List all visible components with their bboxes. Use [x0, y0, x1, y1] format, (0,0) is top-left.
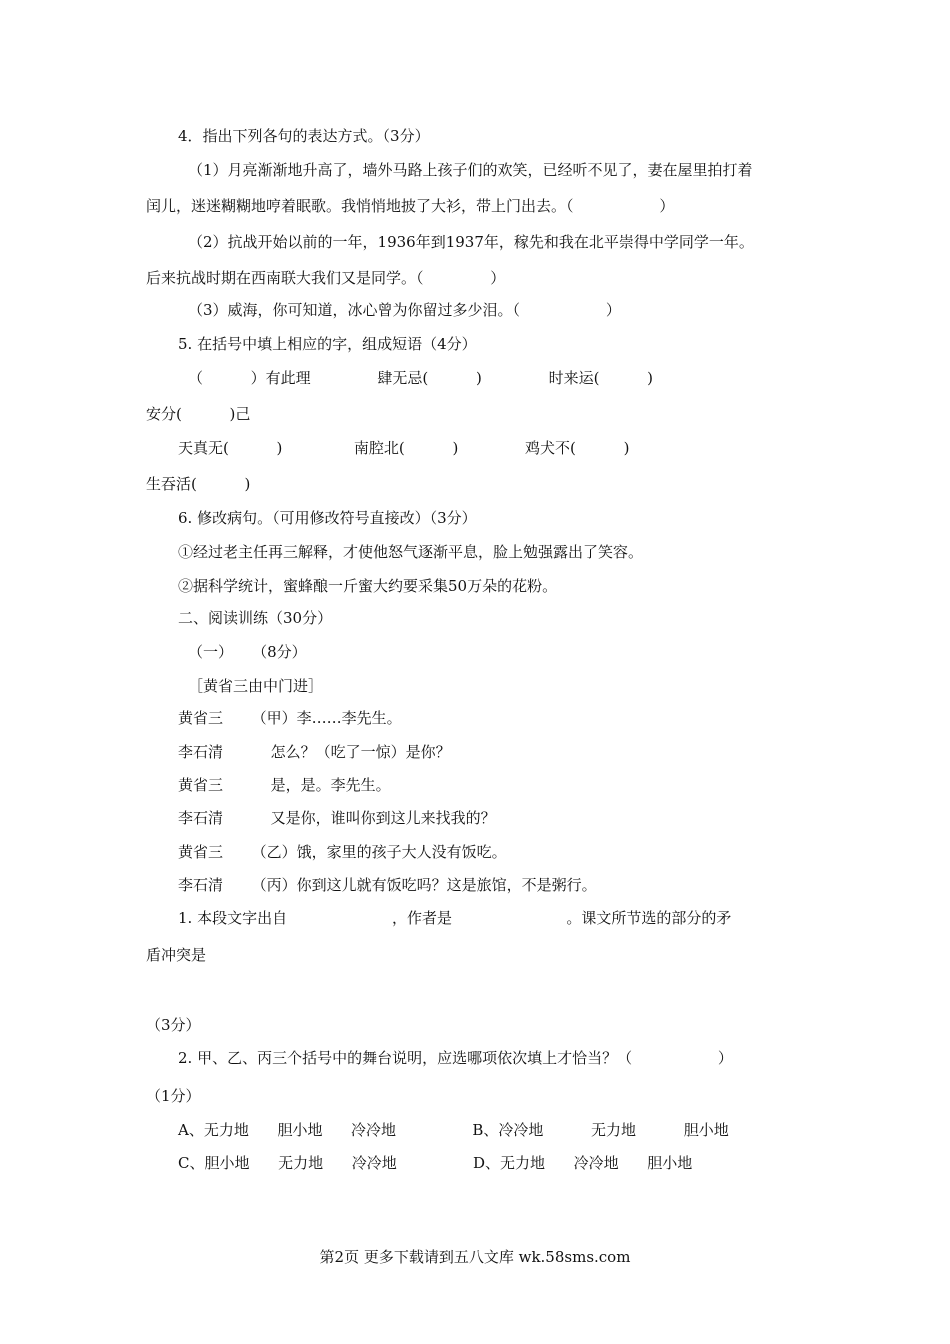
q5-title: 5. 在括号中填上相应的字，组成短语（4分） — [178, 335, 477, 353]
dialog-line: 黄省三 （乙）饿，家里的孩子大人没有饭吃。 — [178, 843, 507, 861]
qr2-line1: 2. 甲、乙、丙三个括号中的舞台说明，应选哪项依次填上才恰当？（ ） — [178, 1049, 733, 1067]
q5-row1-cont: 安分( )己 — [146, 405, 251, 423]
section2-part1: （一） （8分） — [188, 643, 307, 661]
q4-s1-line2: 闰儿，迷迷糊糊地哼着眠歌。我悄悄地披了大衫，带上门出去。（ ） — [146, 197, 675, 215]
qr1-line2: 盾冲突是 — [146, 946, 207, 964]
section2-title: 二、阅读训练（30分） — [178, 609, 333, 627]
q5-row1: （ ）有此理 肆无忌( ) 时来运( ) — [188, 369, 653, 387]
q6-title: 6. 修改病句。（可用修改符号直接改）（3分） — [178, 509, 477, 527]
q6-sentence-a: ①经过老主任再三解释，才使他怒气逐渐平息，脸上勉强露出了笑容。 — [178, 543, 644, 561]
qr1-line1: 1. 本段文字出自 ，作者是 。课文所节选的部分的矛 — [178, 909, 732, 927]
dialog-line: 李石清 又是你，谁叫你到这儿来找我的？ — [178, 809, 496, 827]
dialog-line: 黄省三 （甲）李……李先生。 — [178, 709, 402, 727]
q4-s1-line1: （1）月亮渐渐地升高了，墙外马路上孩子们的欢笑，已经听不见了，妻在屋里拍打着 — [188, 161, 753, 179]
q4-s3: （3）威海，你可知道，冰心曾为你留过多少泪。（ ） — [188, 301, 621, 319]
q4-title: 4．指出下列各句的表达方式。（3分） — [178, 127, 430, 145]
dialog-line: 李石清 （丙）你到这儿就有饭吃吗？这是旅馆，不是粥行。 — [178, 876, 597, 894]
qr2-options-cd: C、胆小地 无力地 冷冷地 D、无力地 冷冷地 胆小地 — [178, 1154, 693, 1172]
dialog-line: 李石清 怎么？（吃了一惊）是你？ — [178, 743, 451, 761]
stage-direction: ［黄省三由中门进］ — [188, 677, 324, 695]
q4-s2-line2: 后来抗战时期在西南联大我们又是同学。（ ） — [146, 269, 506, 287]
dialog-line: 黄省三 是，是。李先生。 — [178, 776, 391, 794]
q5-row2-cont: 生吞活( ) — [146, 475, 251, 493]
qr1-score: （3分） — [146, 1016, 201, 1034]
q6-sentence-b: ②据科学统计，蜜蜂酿一斤蜜大约要采集50万朵的花粉。 — [178, 577, 558, 595]
q5-row2: 天真无( ) 南腔北( ) 鸡犬不( ) — [178, 439, 630, 457]
page-footer: 第2页 更多下载请到五八文库 wk.58sms.com — [319, 1248, 631, 1266]
qr2-options-ab: A、无力地 胆小地 冷冷地 B、冷冷地 无力地 胆小地 — [178, 1121, 729, 1139]
q4-s2-line1: （2）抗战开始以前的一年，1936年到1937年，稼先和我在北平崇得中学同学一年。 — [188, 233, 754, 251]
qr2-score: （1分） — [146, 1087, 201, 1105]
